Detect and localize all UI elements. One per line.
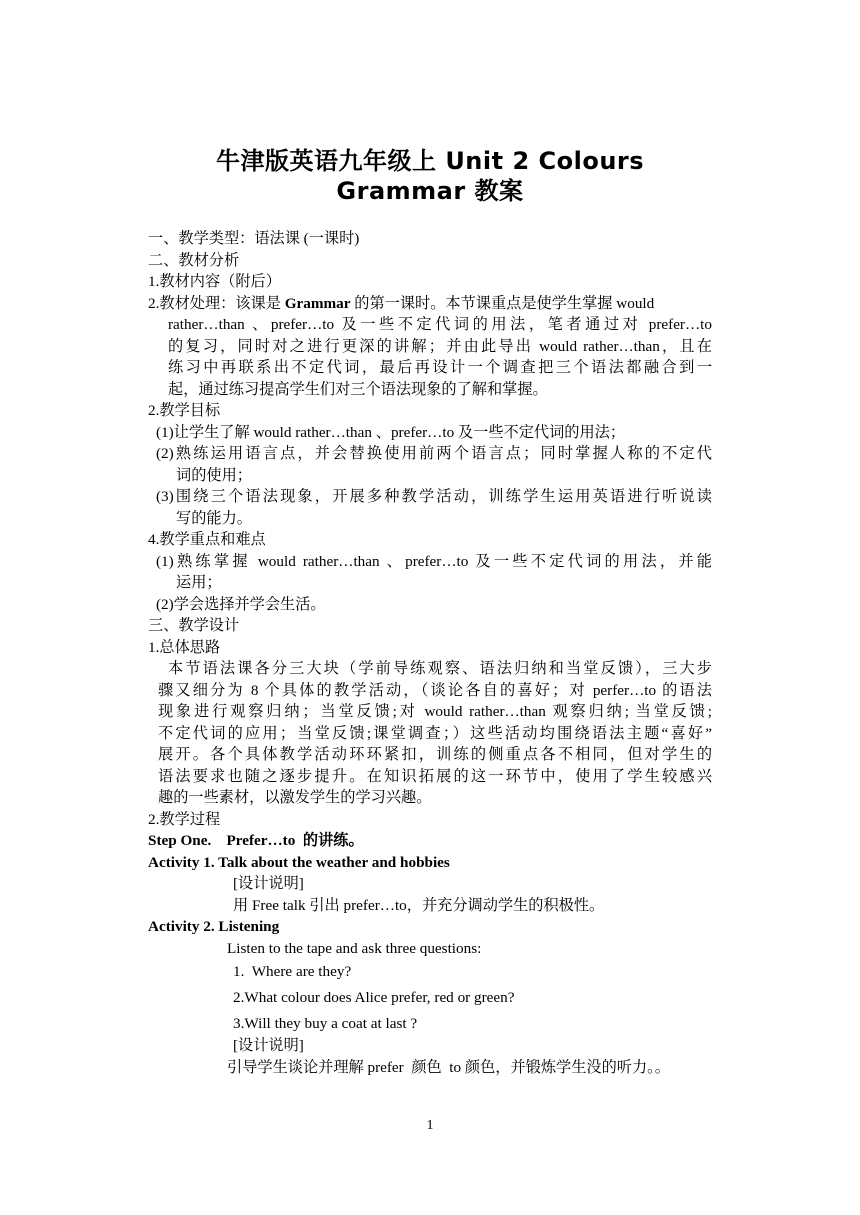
step-heading: Step One. Prefer…to 的讲练。 <box>148 832 364 849</box>
text-line: 词的使用； <box>176 467 252 484</box>
document-title: 牛津版英语九年级上 Unit 2 Colours <box>215 147 645 175</box>
text-line: 练习中再联系出不定代词，最后再设计一个调查把三个语法都融合到一 <box>168 359 712 376</box>
text-line: 1.总体思路 <box>148 639 221 656</box>
page-number: 1 <box>426 1118 434 1133</box>
text-span: 的第一课时。本节课重点是使学生掌握 would <box>350 295 655 312</box>
text-line: 2.教学目标 <box>148 402 221 419</box>
text-line: [设计说明] <box>233 875 304 892</box>
text-line: 起，通过练习提高学生们对三个语法现象的了解和掌握。 <box>168 381 548 398</box>
text-line: 4.教学重点和难点 <box>148 531 266 548</box>
text-line: [设计说明] <box>233 1037 304 1054</box>
document-subtitle: Grammar 教案 <box>336 177 524 205</box>
text-line: (2)学会选择并学会生活。 <box>156 596 326 613</box>
question-item: 3.Will they buy a coat at last ? <box>233 1015 418 1032</box>
activity-heading: Activity 2. Listening <box>148 918 280 935</box>
text-line: 引导学生谈论并理解 prefer 颜色 to 颜色，并锻炼学生没的听力。。 <box>227 1059 670 1076</box>
text-line: 的复习，同时对之进行更深的讲解；并由此导出 would rather…than，且在 <box>168 338 712 355</box>
text-line: 用 Free talk 引出 prefer…to，并充分调动学生的积极性。 <box>233 897 605 914</box>
text-span: 2.教材处理：该课是 <box>148 295 285 312</box>
text-line: 展开。各个具体教学活动环环紧扣，训练的侧重点各不相同，但对学生的 <box>158 746 712 763</box>
text-line: 本节语法课各分三大块（学前导练观察、语法归纳和当堂反馈），三大步 <box>168 660 712 677</box>
text-line: 骤又细分为 8 个具体的教学活动，（谈论各自的喜好；对 perfer…to 的语法 <box>158 682 712 699</box>
text-line: Listen to the tape and ask three questions: <box>227 940 482 957</box>
text-line: 1.教材内容（附后） <box>148 273 281 290</box>
text-line: (1)让学生了解 would rather…than 、prefer…to 及一些不定代词的用法； <box>156 424 626 441</box>
text-line: 2.教学过程 <box>148 811 221 828</box>
text-line: 不定代词的应用；当堂反馈;课堂调查；）这些活动均围绕语法主题“喜好” <box>158 725 712 742</box>
text-line: 趣的一些素材，以激发学生的学习兴趣。 <box>158 789 432 806</box>
text-line: 二、教材分析 <box>148 252 240 269</box>
text-line: (3)围绕三个语法现象，开展多种教学活动，训练学生运用英语进行听说读 <box>156 488 712 505</box>
text-span-bold: Grammar <box>284 295 351 312</box>
question-item: 1. Where are they? <box>233 963 352 980</box>
text-line <box>148 294 654 314</box>
text-line: 三、教学设计 <box>148 617 240 634</box>
question-item: 2.What colour does Alice prefer, red or green? <box>233 989 515 1006</box>
text-line: 运用； <box>176 574 222 591</box>
text-line: (1)熟练掌握 would rather…than 、prefer…to 及一些不定代词的用法，并能 <box>156 553 712 570</box>
text-line: (2)熟练运用语言点，并会替换使用前两个语言点；同时掌握人称的不定代 <box>156 445 712 462</box>
activity-heading: Activity 1. Talk about the weather and hobbies <box>148 854 450 871</box>
text-line: 现象进行观察归纳；当堂反馈;对 would rather…than 观察归纳; 当堂反馈; <box>158 703 712 720</box>
text-line: 写的能力。 <box>176 510 252 527</box>
text-line: 语法要求也随之逐步提升。在知识拓展的这一环节中，使用了学生较感兴 <box>158 768 712 785</box>
text-line: rather…than 、prefer…to 及一些不定代词的用法，笔者通过对 prefer…to <box>168 316 712 333</box>
text-line: 一、教学类型：语法课 (一课时) <box>148 230 360 247</box>
